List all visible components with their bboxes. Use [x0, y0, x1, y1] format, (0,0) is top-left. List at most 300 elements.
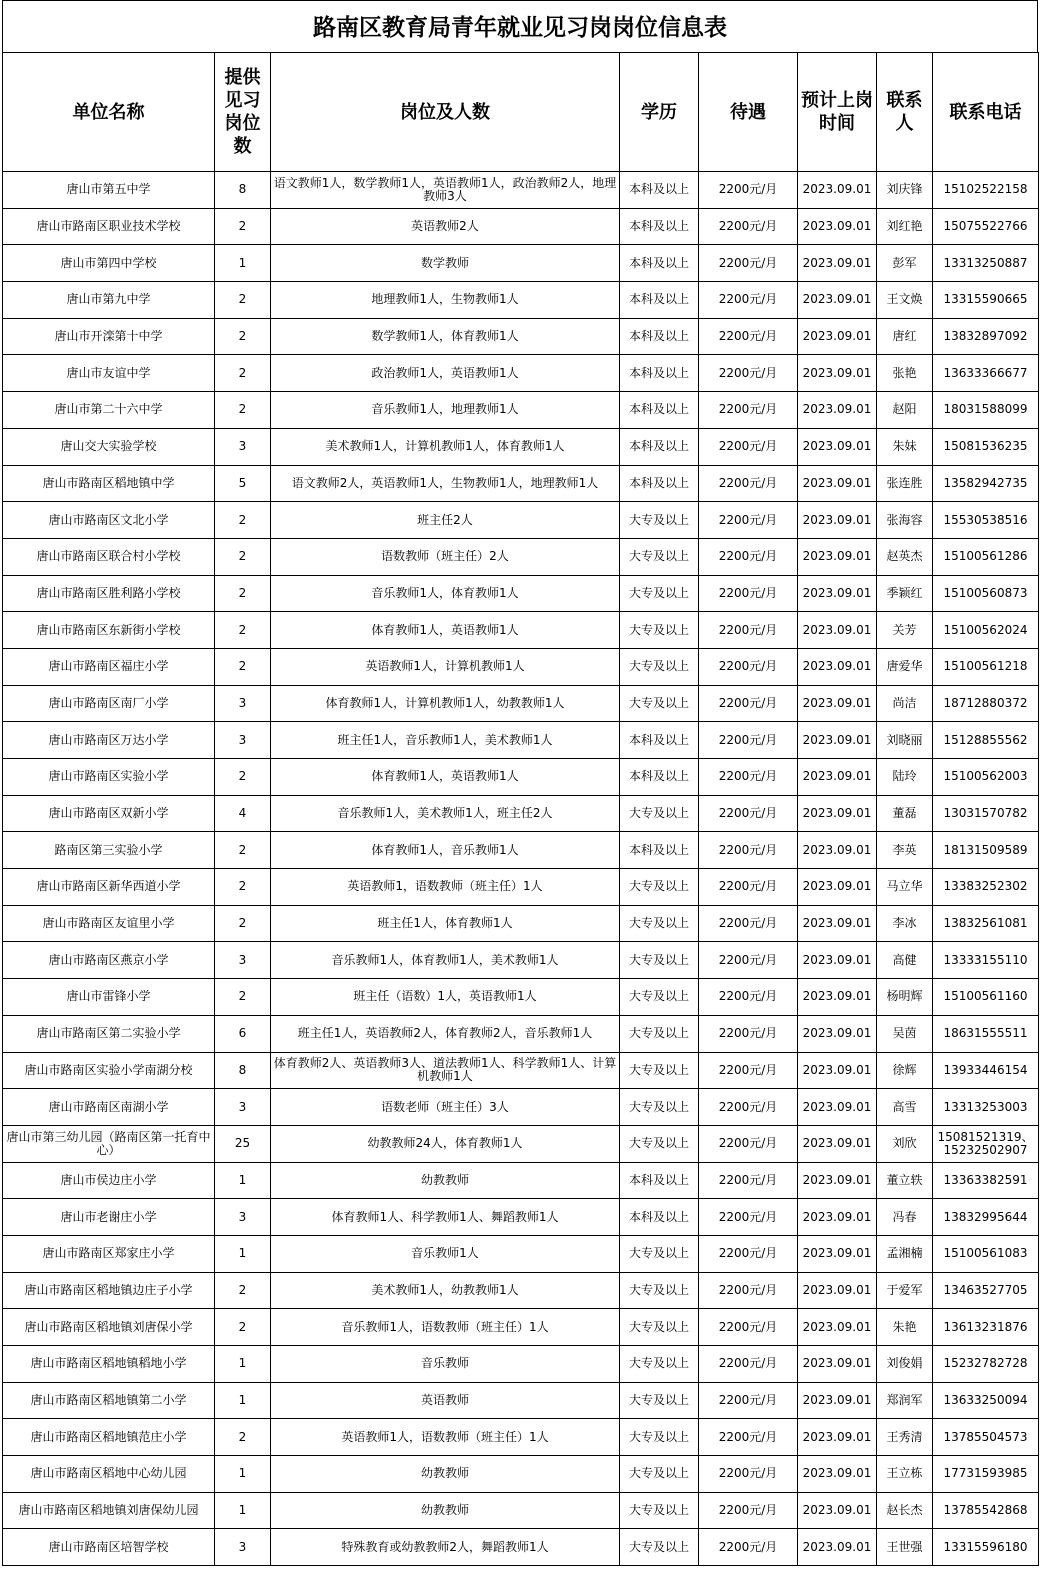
cell-count: 2: [215, 282, 271, 319]
cell-education: 大专及以上: [620, 612, 699, 649]
col-header-start: 预计上岗时间: [798, 53, 877, 172]
cell-phone: 13463527705: [933, 1272, 1039, 1309]
cell-positions: 音乐教师1人: [271, 1235, 620, 1272]
cell-contact: 于爱军: [877, 1272, 933, 1309]
cell-pay: 2200元/月: [699, 1272, 798, 1309]
cell-pay: 2200元/月: [699, 1346, 798, 1383]
cell-count: 2: [215, 905, 271, 942]
cell-count: 1: [215, 245, 271, 282]
cell-start: 2023.09.01: [798, 1272, 877, 1309]
cell-count: 1: [215, 1492, 271, 1529]
cell-pay: 2200元/月: [699, 1015, 798, 1052]
cell-education: 大专及以上: [620, 795, 699, 832]
cell-count: 2: [215, 1272, 271, 1309]
cell-contact: 杨明辉: [877, 979, 933, 1016]
table-row: [3, 685, 1039, 722]
cell-education: 本科及以上: [620, 722, 699, 759]
cell-contact: 李冰: [877, 905, 933, 942]
cell-unit: 唐山市路南区职业技术学校: [3, 208, 215, 245]
cell-phone: 18712880372: [933, 685, 1039, 722]
cell-start: 2023.09.01: [798, 832, 877, 869]
cell-contact: 朱艳: [877, 1309, 933, 1346]
cell-education: 大专及以上: [620, 1382, 699, 1419]
cell-education: 本科及以上: [620, 392, 699, 429]
cell-contact: 赵阳: [877, 392, 933, 429]
table-row: [3, 1015, 1039, 1052]
cell-count: 2: [215, 392, 271, 429]
cell-count: 1: [215, 1235, 271, 1272]
cell-positions: 体育教师1人，英语教师1人: [271, 759, 620, 796]
cell-count: 4: [215, 795, 271, 832]
cell-start: 2023.09.01: [798, 1125, 877, 1162]
cell-start: 2023.09.01: [798, 1382, 877, 1419]
cell-start: 2023.09.01: [798, 538, 877, 575]
cell-contact: 季颖红: [877, 575, 933, 612]
cell-positions: 音乐教师1人，语数教师（班主任）1人: [271, 1309, 620, 1346]
cell-unit: 唐山市路南区稻地镇稻地小学: [3, 1346, 215, 1383]
table-row: [3, 1199, 1039, 1236]
cell-phone: 15100560873: [933, 575, 1039, 612]
table-row: [3, 1492, 1039, 1529]
cell-education: 大专及以上: [620, 1456, 699, 1493]
cell-contact: 冯春: [877, 1199, 933, 1236]
cell-education: 大专及以上: [620, 502, 699, 539]
cell-unit: 唐山市侯边庄小学: [3, 1162, 215, 1199]
col-header-positions: 岗位及人数: [271, 53, 620, 172]
cell-pay: 2200元/月: [699, 465, 798, 502]
table-row: [3, 1382, 1039, 1419]
cell-contact: 孟湘楠: [877, 1235, 933, 1272]
cell-education: 大专及以上: [620, 538, 699, 575]
table-row: [3, 722, 1039, 759]
cell-start: 2023.09.01: [798, 1089, 877, 1126]
cell-phone: 15100561286: [933, 538, 1039, 575]
cell-unit: 唐山市路南区双新小学: [3, 795, 215, 832]
cell-education: 大专及以上: [620, 979, 699, 1016]
cell-pay: 2200元/月: [699, 942, 798, 979]
table-row: [3, 465, 1039, 502]
cell-pay: 2200元/月: [699, 685, 798, 722]
cell-unit: 唐山市开滦第十中学: [3, 318, 215, 355]
table-row: [3, 832, 1039, 869]
table-row: [3, 905, 1039, 942]
cell-phone: 17731593985: [933, 1456, 1039, 1493]
cell-contact: 陆玲: [877, 759, 933, 796]
cell-pay: 2200元/月: [699, 869, 798, 906]
cell-pay: 2200元/月: [699, 759, 798, 796]
cell-phone: 13633366677: [933, 355, 1039, 392]
cell-start: 2023.09.01: [798, 575, 877, 612]
cell-positions: 班主任1人，音乐教师1人，美术教师1人: [271, 722, 620, 759]
table-row: [3, 1162, 1039, 1199]
cell-start: 2023.09.01: [798, 979, 877, 1016]
table-row: [3, 759, 1039, 796]
cell-phone: 13785504573: [933, 1419, 1039, 1456]
table-row: [3, 1456, 1039, 1493]
cell-unit: 唐山市路南区福庄小学: [3, 648, 215, 685]
cell-contact: 关芳: [877, 612, 933, 649]
cell-positions: 班主任2人: [271, 502, 620, 539]
cell-count: 2: [215, 832, 271, 869]
cell-unit: 唐山市路南区稻地镇中学: [3, 465, 215, 502]
cell-start: 2023.09.01: [798, 1346, 877, 1383]
cell-phone: 13315596180: [933, 1529, 1039, 1566]
cell-start: 2023.09.01: [798, 1492, 877, 1529]
cell-education: 本科及以上: [620, 282, 699, 319]
cell-phone: 15081536235: [933, 428, 1039, 465]
cell-phone: 15100562003: [933, 759, 1039, 796]
table-row: [3, 1052, 1039, 1089]
cell-education: 本科及以上: [620, 1199, 699, 1236]
col-header-contact: 联系人: [877, 53, 933, 172]
cell-unit: 唐山市第四中学校: [3, 245, 215, 282]
cell-count: 2: [215, 869, 271, 906]
cell-count: 25: [215, 1125, 271, 1162]
cell-phone: 15232782728: [933, 1346, 1039, 1383]
cell-pay: 2200元/月: [699, 1125, 798, 1162]
cell-start: 2023.09.01: [798, 1162, 877, 1199]
cell-education: 大专及以上: [620, 685, 699, 722]
table-row: [3, 1419, 1039, 1456]
cell-unit: 唐山市路南区友谊里小学: [3, 905, 215, 942]
cell-count: 2: [215, 759, 271, 796]
cell-education: 大专及以上: [620, 1089, 699, 1126]
cell-unit: 唐山市友谊中学: [3, 355, 215, 392]
cell-unit: 唐山市雷锋小学: [3, 979, 215, 1016]
cell-unit: 唐山市路南区东新街小学校: [3, 612, 215, 649]
cell-unit: 唐山市路南区郑家庄小学: [3, 1235, 215, 1272]
cell-pay: 2200元/月: [699, 1492, 798, 1529]
cell-start: 2023.09.01: [798, 685, 877, 722]
cell-education: 大专及以上: [620, 575, 699, 612]
cell-unit: 唐山市老谢庄小学: [3, 1199, 215, 1236]
cell-start: 2023.09.01: [798, 1199, 877, 1236]
cell-count: 6: [215, 1015, 271, 1052]
cell-start: 2023.09.01: [798, 282, 877, 319]
cell-unit: 路南区第三实验小学: [3, 832, 215, 869]
cell-count: 2: [215, 612, 271, 649]
cell-count: 2: [215, 1419, 271, 1456]
cell-phone: 13031570782: [933, 795, 1039, 832]
cell-count: 2: [215, 575, 271, 612]
cell-positions: 英语教师1人，语数教师（班主任）1人: [271, 1419, 620, 1456]
cell-positions: 数学教师1人，体育教师1人: [271, 318, 620, 355]
cell-unit: 唐山市路南区文北小学: [3, 502, 215, 539]
cell-contact: 王秀清: [877, 1419, 933, 1456]
cell-pay: 2200元/月: [699, 1382, 798, 1419]
cell-education: 本科及以上: [620, 465, 699, 502]
cell-pay: 2200元/月: [699, 318, 798, 355]
cell-phone: 13832561081: [933, 905, 1039, 942]
info-sheet: [2, 0, 1038, 1566]
cell-phone: 13832995644: [933, 1199, 1039, 1236]
cell-pay: 2200元/月: [699, 282, 798, 319]
cell-positions: 体育教师1人，英语教师1人: [271, 612, 620, 649]
cell-contact: 马立华: [877, 869, 933, 906]
table-row: [3, 869, 1039, 906]
cell-phone: 13313253003: [933, 1089, 1039, 1126]
cell-contact: 刘红艳: [877, 208, 933, 245]
cell-start: 2023.09.01: [798, 318, 877, 355]
cell-count: 2: [215, 648, 271, 685]
cell-education: 本科及以上: [620, 832, 699, 869]
page-title: 路南区教育局青年就业见习岗岗位信息表: [2, 0, 1038, 52]
table-row: [3, 942, 1039, 979]
cell-count: 5: [215, 465, 271, 502]
cell-start: 2023.09.01: [798, 722, 877, 759]
cell-contact: 唐红: [877, 318, 933, 355]
table-row: [3, 795, 1039, 832]
cell-education: 大专及以上: [620, 648, 699, 685]
cell-unit: 唐山市路南区稻地镇刘唐保小学: [3, 1309, 215, 1346]
cell-pay: 2200元/月: [699, 502, 798, 539]
cell-pay: 2200元/月: [699, 1456, 798, 1493]
cell-phone: 15100561218: [933, 648, 1039, 685]
cell-positions: 幼教教师24人，体育教师1人: [271, 1125, 620, 1162]
cell-contact: 刘欣: [877, 1125, 933, 1162]
table-row: [3, 1309, 1039, 1346]
cell-unit: 唐山市第五中学: [3, 172, 215, 209]
cell-contact: 唐爱华: [877, 648, 933, 685]
cell-phone: 18631555511: [933, 1015, 1039, 1052]
cell-contact: 彭军: [877, 245, 933, 282]
cell-unit: 唐山市第二十六中学: [3, 392, 215, 429]
cell-contact: 高雪: [877, 1089, 933, 1126]
cell-unit: 唐山市路南区万达小学: [3, 722, 215, 759]
cell-positions: 语数教师（班主任）2人: [271, 538, 620, 575]
cell-pay: 2200元/月: [699, 355, 798, 392]
col-header-pay: 待遇: [699, 53, 798, 172]
table-row: [3, 1346, 1039, 1383]
cell-pay: 2200元/月: [699, 1162, 798, 1199]
cell-start: 2023.09.01: [798, 428, 877, 465]
cell-education: 大专及以上: [620, 1125, 699, 1162]
col-header-unit: 单位名称: [3, 53, 215, 172]
cell-positions: 英语教师1，语数教师（班主任）1人: [271, 869, 620, 906]
cell-contact: 王立栋: [877, 1456, 933, 1493]
cell-positions: 音乐教师1人，美术教师1人，班主任2人: [271, 795, 620, 832]
cell-contact: 郑润军: [877, 1382, 933, 1419]
cell-education: 大专及以上: [620, 1346, 699, 1383]
cell-count: 3: [215, 1529, 271, 1566]
cell-positions: 语文教师2人，英语教师1人，生物教师1人，地理教师1人: [271, 465, 620, 502]
cell-contact: 刘俊娟: [877, 1346, 933, 1383]
cell-phone: 15075522766: [933, 208, 1039, 245]
table-row: [3, 538, 1039, 575]
cell-pay: 2200元/月: [699, 1089, 798, 1126]
cell-positions: 体育教师1人，音乐教师1人: [271, 832, 620, 869]
cell-phone: 13582942735: [933, 465, 1039, 502]
cell-education: 本科及以上: [620, 355, 699, 392]
cell-phone: 13785542868: [933, 1492, 1039, 1529]
cell-positions: 班主任（语数）1人，英语教师1人: [271, 979, 620, 1016]
cell-start: 2023.09.01: [798, 1015, 877, 1052]
table-row: [3, 355, 1039, 392]
cell-start: 2023.09.01: [798, 1529, 877, 1566]
cell-pay: 2200元/月: [699, 1529, 798, 1566]
cell-education: 大专及以上: [620, 1235, 699, 1272]
cell-contact: 李英: [877, 832, 933, 869]
cell-pay: 2200元/月: [699, 575, 798, 612]
cell-contact: 董立轶: [877, 1162, 933, 1199]
cell-pay: 2200元/月: [699, 172, 798, 209]
cell-unit: 唐山市路南区第二实验小学: [3, 1015, 215, 1052]
cell-unit: 唐山市路南区稻地镇范庄小学: [3, 1419, 215, 1456]
cell-phone: 15102522158: [933, 172, 1039, 209]
cell-count: 1: [215, 1382, 271, 1419]
cell-count: 3: [215, 1199, 271, 1236]
cell-contact: 张艳: [877, 355, 933, 392]
cell-unit: 唐山市路南区稻地中心幼儿园: [3, 1456, 215, 1493]
cell-education: 大专及以上: [620, 869, 699, 906]
table-row: [3, 282, 1039, 319]
header-row: [3, 53, 1039, 172]
cell-phone: 15100561160: [933, 979, 1039, 1016]
cell-pay: 2200元/月: [699, 832, 798, 869]
cell-start: 2023.09.01: [798, 1235, 877, 1272]
cell-unit: 唐山市路南区培智学校: [3, 1529, 215, 1566]
cell-start: 2023.09.01: [798, 392, 877, 429]
col-header-phone: 联系电话: [933, 53, 1039, 172]
cell-phone: 13832897092: [933, 318, 1039, 355]
cell-positions: 音乐教师: [271, 1346, 620, 1383]
cell-contact: 徐辉: [877, 1052, 933, 1089]
cell-unit: 唐山市路南区稻地镇第二小学: [3, 1382, 215, 1419]
cell-contact: 王世强: [877, 1529, 933, 1566]
cell-pay: 2200元/月: [699, 905, 798, 942]
cell-positions: 英语教师: [271, 1382, 620, 1419]
cell-positions: 音乐教师1人，体育教师1人，美术教师1人: [271, 942, 620, 979]
cell-start: 2023.09.01: [798, 1309, 877, 1346]
table-row: [3, 612, 1039, 649]
cell-education: 本科及以上: [620, 245, 699, 282]
cell-positions: 地理教师1人，生物教师1人: [271, 282, 620, 319]
cell-start: 2023.09.01: [798, 1419, 877, 1456]
cell-contact: 尚洁: [877, 685, 933, 722]
cell-unit: 唐山市路南区新华西道小学: [3, 869, 215, 906]
table-row: [3, 208, 1039, 245]
cell-phone: 13383252302: [933, 869, 1039, 906]
cell-positions: 音乐教师1人，体育教师1人: [271, 575, 620, 612]
cell-unit: 唐山交大实验学校: [3, 428, 215, 465]
cell-education: 本科及以上: [620, 428, 699, 465]
cell-phone: 13313250887: [933, 245, 1039, 282]
cell-start: 2023.09.01: [798, 465, 877, 502]
cell-start: 2023.09.01: [798, 1456, 877, 1493]
cell-count: 8: [215, 1052, 271, 1089]
cell-education: 本科及以上: [620, 1162, 699, 1199]
cell-unit: 唐山市路南区实验小学南湖分校: [3, 1052, 215, 1089]
cell-education: 本科及以上: [620, 318, 699, 355]
cell-start: 2023.09.01: [798, 759, 877, 796]
cell-start: 2023.09.01: [798, 795, 877, 832]
cell-start: 2023.09.01: [798, 942, 877, 979]
cell-positions: 政治教师1人，英语教师1人: [271, 355, 620, 392]
cell-pay: 2200元/月: [699, 538, 798, 575]
cell-count: 1: [215, 1162, 271, 1199]
cell-education: 大专及以上: [620, 1309, 699, 1346]
cell-pay: 2200元/月: [699, 795, 798, 832]
cell-education: 大专及以上: [620, 1529, 699, 1566]
cell-count: 2: [215, 502, 271, 539]
cell-education: 大专及以上: [620, 1272, 699, 1309]
cell-unit: 唐山市路南区南湖小学: [3, 1089, 215, 1126]
cell-phone: 13363382591: [933, 1162, 1039, 1199]
cell-count: 3: [215, 1089, 271, 1126]
cell-contact: 刘庆锋: [877, 172, 933, 209]
table-row: [3, 428, 1039, 465]
cell-phone: 13613231876: [933, 1309, 1039, 1346]
cell-count: 3: [215, 722, 271, 759]
cell-phone: 18131509589: [933, 832, 1039, 869]
cell-education: 大专及以上: [620, 1052, 699, 1089]
cell-phone: 13633250094: [933, 1382, 1039, 1419]
table-row: [3, 245, 1039, 282]
table-row: [3, 1235, 1039, 1272]
table-row: [3, 1529, 1039, 1566]
cell-start: 2023.09.01: [798, 208, 877, 245]
cell-count: 3: [215, 942, 271, 979]
cell-phone: 15100562024: [933, 612, 1039, 649]
cell-unit: 唐山市路南区南厂小学: [3, 685, 215, 722]
cell-phone: 13333155110: [933, 942, 1039, 979]
cell-pay: 2200元/月: [699, 392, 798, 429]
cell-contact: 高健: [877, 942, 933, 979]
cell-count: 8: [215, 172, 271, 209]
cell-contact: 王文焕: [877, 282, 933, 319]
cell-phone: 15100561083: [933, 1235, 1039, 1272]
cell-contact: 赵英杰: [877, 538, 933, 575]
cell-unit: 唐山市路南区实验小学: [3, 759, 215, 796]
cell-count: 2: [215, 979, 271, 1016]
cell-count: 1: [215, 1456, 271, 1493]
cell-start: 2023.09.01: [798, 612, 877, 649]
table-row: [3, 1272, 1039, 1309]
cell-phone: 13933446154: [933, 1052, 1039, 1089]
cell-education: 本科及以上: [620, 172, 699, 209]
cell-start: 2023.09.01: [798, 869, 877, 906]
cell-pay: 2200元/月: [699, 979, 798, 1016]
cell-pay: 2200元/月: [699, 428, 798, 465]
cell-unit: 唐山市路南区联合村小学校: [3, 538, 215, 575]
cell-unit: 唐山市路南区燕京小学: [3, 942, 215, 979]
cell-start: 2023.09.01: [798, 355, 877, 392]
cell-contact: 张海容: [877, 502, 933, 539]
cell-unit: 唐山市路南区稻地镇刘唐保幼儿园: [3, 1492, 215, 1529]
cell-pay: 2200元/月: [699, 1052, 798, 1089]
col-header-education: 学历: [620, 53, 699, 172]
cell-education: 大专及以上: [620, 942, 699, 979]
cell-positions: 英语教师1人，计算机教师1人: [271, 648, 620, 685]
table-row: [3, 979, 1039, 1016]
cell-phone: 15081521319、15232502907: [933, 1125, 1039, 1162]
cell-positions: 音乐教师1人，地理教师1人: [271, 392, 620, 429]
cell-positions: 语文教师1人，数学教师1人，英语教师1人，政治教师2人，地理教师3人: [271, 172, 620, 209]
cell-count: 2: [215, 355, 271, 392]
cell-start: 2023.09.01: [798, 1052, 877, 1089]
cell-positions: 幼教教师: [271, 1162, 620, 1199]
table-row: [3, 1125, 1039, 1162]
cell-start: 2023.09.01: [798, 648, 877, 685]
col-header-count: 提供见习岗位数: [215, 53, 271, 172]
cell-pay: 2200元/月: [699, 1419, 798, 1456]
cell-count: 2: [215, 1309, 271, 1346]
cell-unit: 唐山市路南区胜利路小学校: [3, 575, 215, 612]
cell-pay: 2200元/月: [699, 722, 798, 759]
cell-start: 2023.09.01: [798, 502, 877, 539]
cell-phone: 13315590665: [933, 282, 1039, 319]
cell-positions: 英语教师2人: [271, 208, 620, 245]
